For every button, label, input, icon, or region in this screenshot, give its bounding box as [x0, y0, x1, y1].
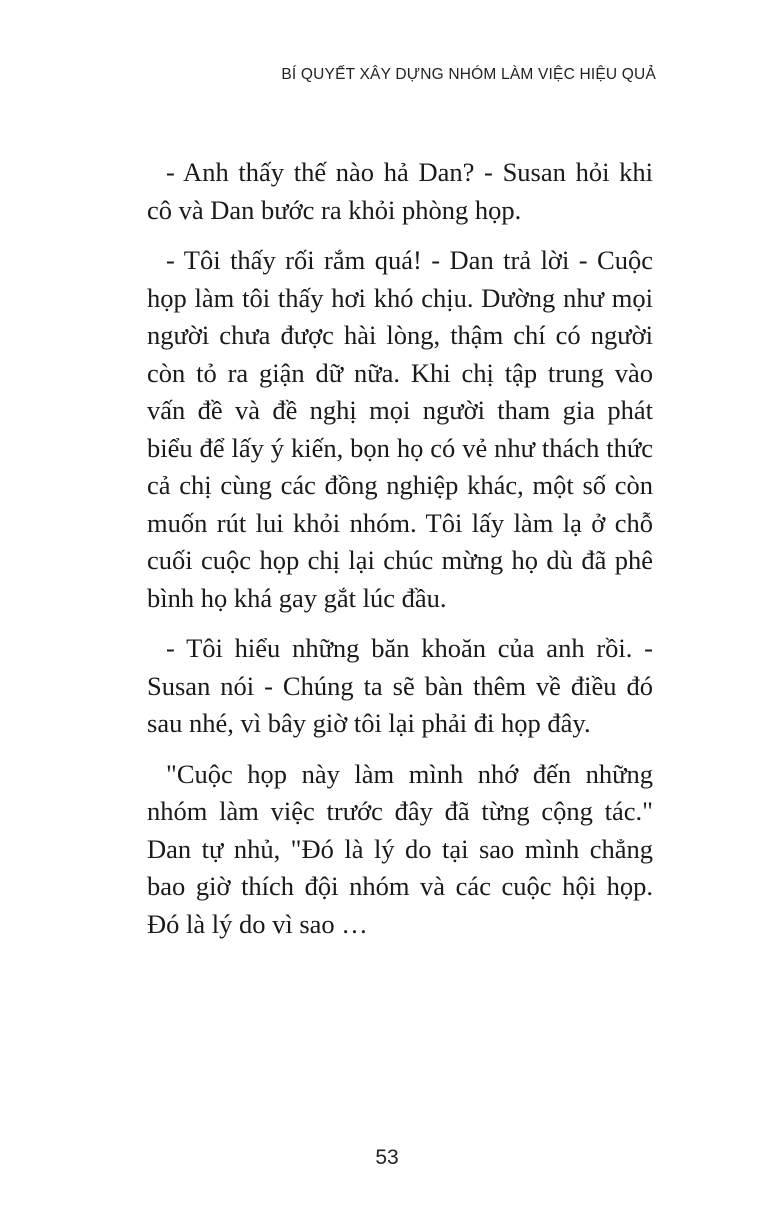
- running-header: BÍ QUYẾT XÂY DỰNG NHÓM LÀM VIỆC HIỆU QUẢ: [281, 66, 656, 83]
- paragraph-4: "Cuộc họp này làm mình nhớ đến những nhóm làm việc trước đây đã từng cộng tác." Dan tự nhủ, "Đó là lý do tại sao mình chẳng bao giờ thích đội nhóm và các cuộc hội họp. Đó là lý do vì sao …: [147, 758, 653, 939]
- paragraph-1: - Anh thấy thế nào hả Dan? - Susan hỏi khi cô và Dan bước ra khỏi phòng họp.: [147, 157, 653, 225]
- paragraph-2: - Tôi thấy rối rắm quá! - Dan trả lời - Cuộc họp làm tôi thấy hơi khó chịu. Dường như mọi người chưa được hài lòng, thậm chí có người còn tỏ ra giận dữ nữa. Khi chị tập trung vào vấn đề và đề nghị mọi người tham gia phát biểu để lấy ý kiến, bọn họ có vẻ như thách thức cả chị cùng các đồng nghiệp khác, một số còn muốn rút lui khỏi nhóm. Tôi lấy làm lạ ở chỗ cuối cuộc họp chị lại chúc mừng họ dù đã phê bình họ khá gay gắt lúc đầu.: [147, 245, 653, 613]
- body-text: [147, 154, 653, 956]
- page-number: 53: [375, 1146, 399, 1169]
- paragraph-3: - Tôi hiểu những băn khoăn của anh rồi. - Susan nói - Chúng ta sẽ bàn thêm về điều đó sau nhé, vì bây giờ tôi lại phải đi họp đây.: [147, 633, 653, 738]
